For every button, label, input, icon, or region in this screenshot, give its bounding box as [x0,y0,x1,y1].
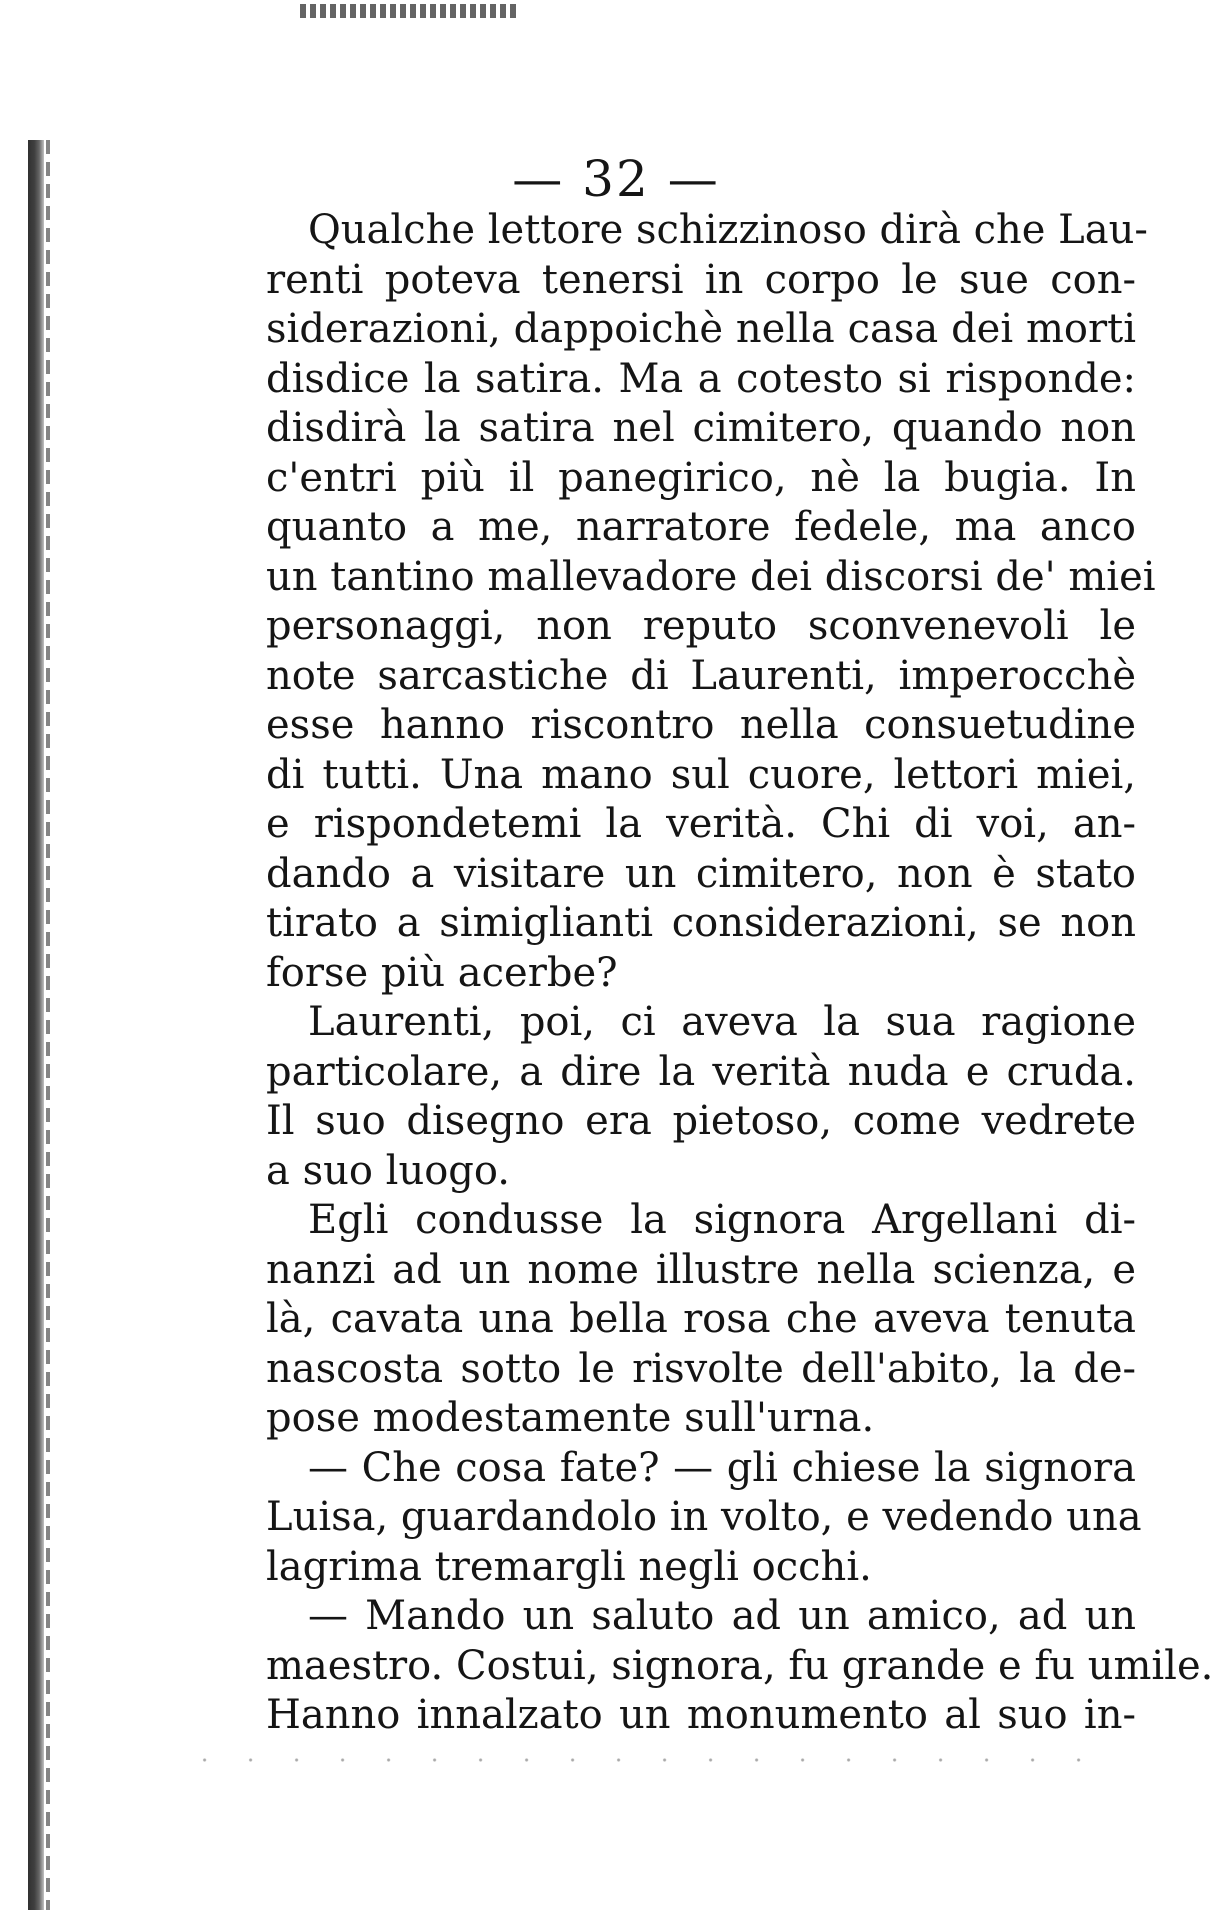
text-line: esse hanno riscontro nella consuetudine [266,702,1136,748]
text-line: Il suo disegno era pietoso, come vedrete [266,1098,1136,1144]
scan-noise-bottom [200,1745,1100,1775]
text-line: dando a visitare un cimitero, non è stato [266,850,1136,897]
text-line: renti poteva tenersi in corpo le sue con- [266,256,1136,303]
text-line: di tutti. Una mano sul cuore, lettori miei, [266,751,1136,798]
text-line: Egli condusse la signora Argellani di- [308,1197,1136,1243]
text-line: lagrima tremargli negli occhi. [266,1543,872,1590]
text-line: note sarcastiche di Laurenti, imperocchè [266,652,1136,699]
text-line: — Mando un saluto ad un amico, ad un [308,1593,1136,1639]
text-line: Hanno innalzato un monumento al suo in- [266,1692,1136,1738]
text-line: a suo luogo. [266,1147,510,1194]
text-line: nascosta sotto le risvolte dell'abito, la de- [266,1345,1136,1392]
text-line: quanto a me, narratore fedele, ma anco [266,504,1136,550]
text-line: personaggi, non reputo sconvenevoli le [266,603,1136,649]
text-line: pose modestamente sull'urna. [266,1395,875,1441]
body-text [266,206,1214,1741]
text-line: un tantino mallevadore dei discorsi de' miei [266,553,1156,600]
text-line: nanzi ad un nome illustre nella scienza, e [266,1246,1136,1293]
binding-shadow [28,140,44,1910]
text-line: Qualche lettore schizzinoso dirà che Lau- [308,207,1148,253]
text-line: Laurenti, poi, ci aveva la sua ragione [308,999,1136,1045]
text-line: maestro. Costui, signora, fu grande e fu umile. [266,1642,1214,1689]
text-line: disdirà la satira nel cimitero, quando non [266,405,1136,451]
text-line: — Che cosa fate? — gli chiese la signora [308,1444,1136,1491]
text-line: Luisa, guardandolo in volto, e vedendo una [266,1494,1142,1540]
binding-stitching [46,140,50,1910]
text-line: particolare, a dire la verità nuda e cruda. [266,1048,1136,1095]
text-line: là, cavata una bella rosa che aveva tenuta [266,1296,1136,1342]
text-line: siderazioni, dappoichè nella casa dei morti [266,306,1136,352]
text-line: e rispondetemi la verità. Chi di voi, an- [266,801,1136,847]
text-line: c'entri più il panegirico, nè la bugia. In [266,454,1136,501]
scan-noise-top [300,4,520,18]
text-line: forse più acerbe? [266,949,618,996]
page-number: — 32 — [512,150,720,208]
text-line: disdice la satira. Ma a cotesto si risponde: [266,355,1136,402]
text-line: tirato a simiglianti considerazioni, se non [266,900,1136,946]
